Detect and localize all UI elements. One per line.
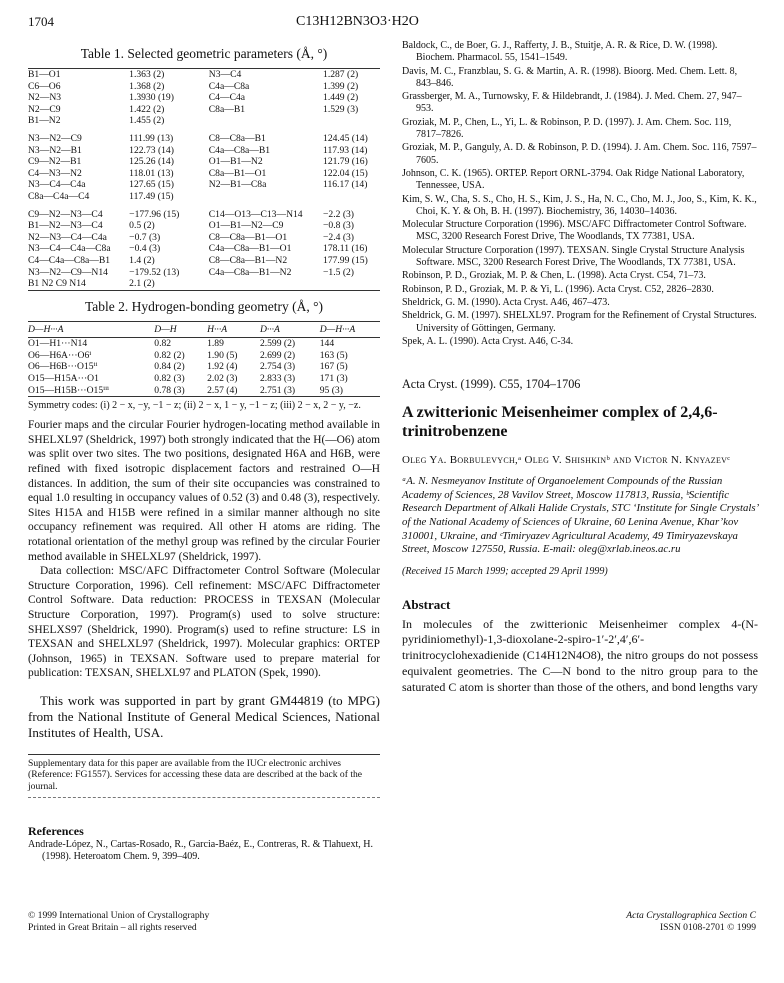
table2-cell: 163 (5) — [319, 349, 348, 361]
table2-header: D—H···A — [28, 321, 154, 338]
table1-cell: C8—C8a—B1—N2 — [208, 254, 288, 266]
symmetry-codes: Symmetry codes: (i) 2 − x, −y, −1 − z; (ii) 2 − x, 1 − y, −1 − z; (iii) 2 − x, 2 − y, −z. — [28, 400, 361, 412]
table1-cell: N3—N2—C9—N14 — [28, 266, 108, 278]
table1-cell: C4a—C8a—B1—O1 — [208, 243, 292, 255]
table1-cell: 125.26 (14) — [129, 156, 174, 168]
table1-cell: N2—N3—C4—C4a — [28, 231, 107, 243]
references-heading: References — [28, 823, 84, 838]
table1-cell: 0.5 (2) — [129, 220, 155, 232]
table2-cell: O15—H15A···O1 — [28, 373, 99, 385]
reference-item: Groziak, M. P., Ganguly, A. D. & Robinson, P. D. (1994). J. Am. Chem. Soc. 116, 7597–7605. — [402, 142, 757, 166]
table1-cell: 1.368 (2) — [129, 80, 165, 92]
table1-cell: 1.449 (2) — [323, 92, 359, 104]
table1-cell: 1.455 (2) — [129, 115, 165, 127]
table1-cell: C4a—C8a — [208, 80, 250, 92]
table2-cell: 1.89 — [207, 338, 224, 350]
table2-cell: 0.78 (3) — [154, 385, 207, 397]
table2-cell: 2.02 (3) — [207, 373, 238, 385]
table1-cell: −1.5 (2) — [323, 266, 355, 278]
table1-cell: N3—C4 — [208, 69, 242, 80]
table2-cell: 95 (3) — [320, 385, 380, 397]
reference-item: Sheldrick, G. M. (1990). Acta Cryst. A46, 467–473. — [402, 296, 610, 308]
reference-item: Groziak, M. P., Chen, L., Yi, L. & Robinson, P. D. (1997). J. Am. Chem. Soc. 119, 7817–7826. — [402, 116, 732, 141]
table1-cell — [209, 191, 323, 203]
table2-header: D—H — [154, 321, 207, 338]
table2-cell: 2.751 (3) — [260, 385, 320, 397]
copyright: © 1999 International Union of Crystallography — [28, 910, 210, 921]
table2-cell: 0.82 — [154, 338, 172, 350]
data-collection-paragraph: Data collection: MSC/AFC Diffractometer Control Software (Molecular Structure Corporation, 1996). Cell refinement: MSC/AFC Diffractometer Control Software. Data reduction: PROCESS in TEXSAN (Molecular Structure Corporation, 1997). Program(s) used to solve structure: SHELXS97 (Sheldrick, 1990). Program(s) used to refine structure: LS in TEXSAN and SHELXL97 (Sheldrick, 1997). Molecular graphics: ORTEP (Johnson, 1965) in TEXSAN. Software used to prepare material for publication: TEXSAN, SHELXL97 and PLATON (Spek, 1990). — [28, 565, 380, 680]
table1-row — [28, 243, 380, 255]
table1-cell: B1—N2 — [28, 115, 61, 127]
table1-cell: 2.1 (2) — [129, 278, 209, 290]
table2-cell: 2.57 (4) — [207, 385, 260, 397]
table1-cell: −179.52 (13) — [129, 266, 180, 278]
table1-cell — [209, 278, 323, 290]
table2-cell: 0.82 (3) — [154, 373, 185, 385]
table1-cell: −2.2 (3) — [323, 208, 355, 220]
table1-cell: N3—C4—C4a—C8a — [28, 243, 111, 255]
table2 — [28, 321, 380, 398]
table1-cell: C9—N2—B1 — [28, 156, 82, 168]
table1-cell: C4—C4a — [208, 92, 246, 104]
table1-cell: 122.04 (15) — [323, 167, 368, 179]
author-affiliations: ᵃA. N. Nesmeyanov Institute of Organoelement Compounds of the Russian Academy of Sciences, 28 Vavilov Street, Moscow 117813, Russia, ᵇScientific Research Department of Alkali Halide Crystals, STC ‘Institute for Single Crystals’ of the National Academy of Sciences of Ukraine, 60 Lenina Avenue, Khar’kov 310001, Ukraine, and ᶜTimiryazev Agricultural Academy, 49 Timiryazevskaya Street, Moscow 127550, Russia. E-mail: oleg@xrlab.ineos.ac.ru — [402, 475, 758, 556]
table1-cell: 122.73 (14) — [129, 144, 174, 156]
table2-cell: 0.84 (2) — [154, 361, 185, 373]
table1-cell: N3—C4—C4a — [28, 179, 86, 191]
table2-caption: Table 2. Hydrogen-bonding geometry (Å, °) — [84, 298, 324, 314]
reference-item: Grassberger, M. A., Turnowsky, F. & Hildebrandt, J. (1984). J. Med. Chem. 27, 947–953. — [402, 91, 742, 115]
table1-row — [28, 115, 380, 127]
table2-cell: 2.754 (3) — [259, 361, 296, 373]
reference-item: Molecular Structure Corporation (1996). MSC/AFC Diffractometer Control Software. MSC, 3200 Research Forest Drive, The Woodlands, TX 77381, USA. — [402, 219, 747, 243]
table1-cell: 1.363 (2) — [129, 69, 165, 80]
table1-cell: B1—N2—N3—C4 — [28, 220, 103, 232]
table1-cell — [323, 115, 380, 127]
article-citation: Acta Cryst. (1999). C55, 1704–1706 — [402, 377, 581, 392]
table1-row — [28, 104, 380, 116]
table1-row — [28, 81, 380, 93]
table1-cell: B1 N2 C9 N14 — [28, 278, 129, 290]
table1-cell: 117.49 (15) — [129, 190, 174, 202]
reference-item: Baldock, C., de Boer, G. J., Rafferty, J. B., Stuitje, A. R. & Rice, D. W. (1998). Biochem. Pharmacol. 55, 1541–1549. — [402, 40, 718, 64]
table2-cell: 0.82 (2) — [154, 349, 185, 361]
references-right — [402, 40, 758, 348]
table1-cell: 1.287 (2) — [323, 69, 359, 80]
table1-cell: 1.4 (2) — [129, 254, 155, 266]
table2-cell: O15—H15B···O15ⁱⁱⁱ — [28, 385, 154, 397]
table2-cell: 1.90 (5) — [207, 349, 238, 361]
footer-right — [626, 910, 756, 934]
table2-cell: O6—H6A···O6ⁱ — [28, 349, 92, 361]
issn: ISSN 0108-2701 © 1999 — [659, 922, 756, 933]
table1-cell: C4a—C8a—B1—N2 — [208, 266, 292, 278]
table2-header: H···A — [207, 321, 260, 338]
table1-row — [28, 267, 380, 279]
table1-cell: 111.99 (13) — [129, 132, 174, 144]
table1-cell: N2—C9 — [28, 103, 61, 115]
table1-cell: N2—N3 — [28, 92, 62, 104]
chemical-formula: C13H12BN3O3·H2O — [296, 14, 419, 29]
table1-cell: C8a—C4a—C4 — [28, 190, 90, 202]
table1-cell — [323, 278, 380, 290]
reference-item: Robinson, P. D., Groziak, M. P. & Yi, L. (1996). Acta Cryst. C52, 2826–2830. — [402, 283, 714, 295]
supplementary-note: Supplementary data for this paper are available from the IUCr electronic archives (Reference: FG1557). Services for accessing these data are described at the back of the journal. — [28, 754, 380, 798]
table2-row — [28, 373, 380, 385]
reference-item: Sheldrick, G. M. (1997). SHELXL97. Program for the Refinement of Crystal Structures. University of Göttingen, Germany. — [402, 310, 757, 334]
table1-cell: C8—C8a—B1 — [208, 132, 266, 144]
table2-cell: 171 (3) — [319, 373, 348, 385]
table2-header: D—H···A — [320, 321, 380, 338]
table1-cell: C4a—C8a—B1 — [208, 144, 271, 156]
table1-caption: Table 1. Selected geometric parameters (Å, °) — [80, 46, 328, 61]
table2-row — [28, 385, 380, 397]
article-title: A zwitterionic Meisenheimer complex of 2,4,6-trinitrobenzene — [402, 404, 718, 440]
table2-row — [28, 350, 380, 362]
table2-cell: 167 (5) — [319, 361, 348, 373]
table1-row — [28, 278, 380, 290]
table1-cell: 1.529 (3) — [323, 103, 359, 115]
table1-row — [28, 179, 380, 191]
table1-row — [28, 191, 380, 203]
table1-cell — [323, 191, 380, 203]
reference-item: Molecular Structure Corporation (1997). TEXSAN. Single Crystal Structure Analysis Software. MSC, 3200 Research Forest Drive, The Woodlands, TX 77381, USA. — [402, 244, 745, 269]
table1-cell: C4—C4a—C8a—B1 — [28, 254, 111, 266]
abstract-text: In molecules of the zwitterionic Meisenheimer complex 4-(N-pyridiniomethyl)-1,3-dioxolane-2-spiro-1′-2′,4′,6′-trinitrocyclohexadienide (C14H12N4O8), the nitro groups do not possess equivalent geometries. The C—N bond to the nitro group para to the saturated C atom is shorter than those of the others, and bond lengths vary — [402, 616, 758, 694]
table1-cell: B1—O1 — [28, 69, 61, 80]
table2-cell: 2.833 (3) — [259, 373, 296, 385]
table2-cell: 2.699 (2) — [259, 349, 296, 361]
table2-cell: 2.599 (2) — [259, 338, 296, 350]
table1-cell: 117.93 (14) — [323, 144, 368, 156]
grant-paragraph: This work was supported in part by grant GM44819 (to MPG) from the National Institute of General Medical Sciences, National Institutes of Health, USA. — [28, 692, 380, 741]
table1-cell: −177.96 (15) — [129, 208, 180, 220]
table2-header: D···A — [260, 321, 320, 338]
table1-row — [28, 255, 380, 267]
table1-cell: C9—N2—N3—C4 — [28, 208, 103, 220]
table1-row — [28, 168, 380, 180]
page-number: 1704 — [28, 14, 54, 29]
table1-cell: 178.11 (16) — [323, 243, 368, 255]
table2-cell: 1.92 (4) — [207, 361, 238, 373]
table1-cell: N3—N2—C9 — [28, 132, 82, 144]
reference-item: Spek, A. L. (1990). Acta Cryst. A46, C-34. — [402, 335, 574, 347]
table1-cell: N3—N2—B1 — [28, 144, 82, 156]
table1-row — [28, 92, 380, 104]
table1-row — [28, 203, 380, 221]
table2-cell: O6—H6B···O15ⁱⁱ — [28, 361, 98, 373]
reference-item: Johnson, C. K. (1965). ORTEP. Report ORNL-3794. Oak Ridge National Laboratory, Tennessee, USA. — [402, 167, 745, 192]
references-left — [28, 839, 380, 864]
table1-cell: 124.45 (14) — [323, 132, 368, 144]
table1 — [28, 68, 380, 291]
table1-cell: 118.01 (13) — [129, 167, 174, 179]
left-column — [28, 40, 380, 865]
abstract-heading: Abstract — [402, 596, 451, 612]
table1-cell: 177.99 (15) — [323, 254, 368, 266]
refinement-paragraph: Fourier maps and the circular Fourier hydrogen-locating method available in SHELXL97 (Sheldrick, 1997) both strongly indicated that the H(—O6) atom was split over two sites. The two positions, designated H6A and H6B, were refined with fixed isotropic displacement factors and restrained O—H distances. In addition, the sum of their site occupancies was constrained to equal 1.0 resulting in occupancy values of 0.52 (3) and 0.48 (3), respectively. Sites H15A and H15B were refined in a similar manner although no site occupancy refinement was required. All other H atoms are riding. The rotational orientation of the methyl group was refined by the circular Fourier method available in SHELXL97 (Sheldrick, 1997). — [28, 419, 380, 563]
footer-left — [28, 910, 209, 934]
received-dates: (Received 15 March 1999; accepted 29 April 1999) — [402, 565, 608, 577]
table1-cell: N2—B1—C8a — [208, 179, 267, 191]
reference-item: Andrade-López, N., Cartas-Rosado, R., Garcia-Baéz, E., Contreras, R. & Tlahuext, H. (1998). Heteroatom Chem. 9, 399–409. — [28, 838, 373, 863]
table1-cell: C8a—B1—O1 — [208, 167, 267, 179]
table1-row — [28, 232, 380, 244]
table1-row — [28, 69, 380, 81]
table1-cell: O1—B1—N2—C9 — [208, 220, 284, 232]
journal-name: Acta Crystallographica Section C — [626, 910, 756, 921]
article-authors: Oleg Ya. Borbulevych,ᵃ Oleg V. Shishkinᵇ and Victor N. Knyazevᶜ — [402, 454, 731, 467]
table1-cell: 121.79 (16) — [323, 156, 368, 168]
table1-cell: 116.17 (14) — [323, 179, 368, 191]
page-header — [28, 14, 756, 36]
table1-cell: −0.8 (3) — [323, 220, 355, 232]
right-column — [402, 40, 758, 696]
table1-cell: 127.65 (15) — [129, 179, 174, 191]
table1-row — [28, 127, 380, 145]
table2-row — [28, 338, 380, 350]
table1-cell: −0.7 (3) — [129, 231, 161, 243]
reference-item: Robinson, P. D., Groziak, M. P. & Chen, L. (1998). Acta Cryst. C54, 71–73. — [402, 270, 706, 282]
table1-cell: 1.422 (2) — [129, 103, 165, 115]
table2-row — [28, 361, 380, 373]
table1-cell — [209, 115, 323, 127]
table1-cell: C6—O6 — [28, 80, 61, 92]
table1-cell: 1.399 (2) — [323, 80, 359, 92]
table1-row — [28, 156, 380, 168]
table1-cell: C14—O13—C13—N14 — [208, 208, 303, 220]
table2-cell: 144 — [319, 338, 335, 350]
table1-cell: C8a—B1 — [208, 103, 246, 115]
table1-cell: O1—B1—N2 — [208, 156, 263, 168]
reference-item: Davis, M. C., Franzblau, S. G. & Martin, A. R. (1998). Bioorg. Med. Chem. Lett. 8, 843–846. — [402, 65, 738, 89]
reference-item: Kim, S. W., Cha, S. S., Cho, H. S., Kim, J. S., Ha, N. C., Cho, M. J., Joo, S., Kim, K. K., Choi, K. Y. & Oh, B. H. (1997). Biochemistry, 36, 14030–14036. — [402, 193, 757, 217]
table1-cell: −2.4 (3) — [323, 231, 355, 243]
table1-cell: 1.3930 (19) — [129, 92, 174, 104]
table1-cell: −0.4 (3) — [129, 243, 161, 255]
table1-cell: C8—C8a—B1—O1 — [208, 231, 288, 243]
table1-cell: C4—N3—N2 — [28, 167, 82, 179]
printed-note: Printed in Great Britain – all rights reserved — [28, 922, 197, 933]
table1-row — [28, 220, 380, 232]
table2-cell: O1—H1···N14 — [28, 338, 88, 350]
table1-row — [28, 145, 380, 157]
